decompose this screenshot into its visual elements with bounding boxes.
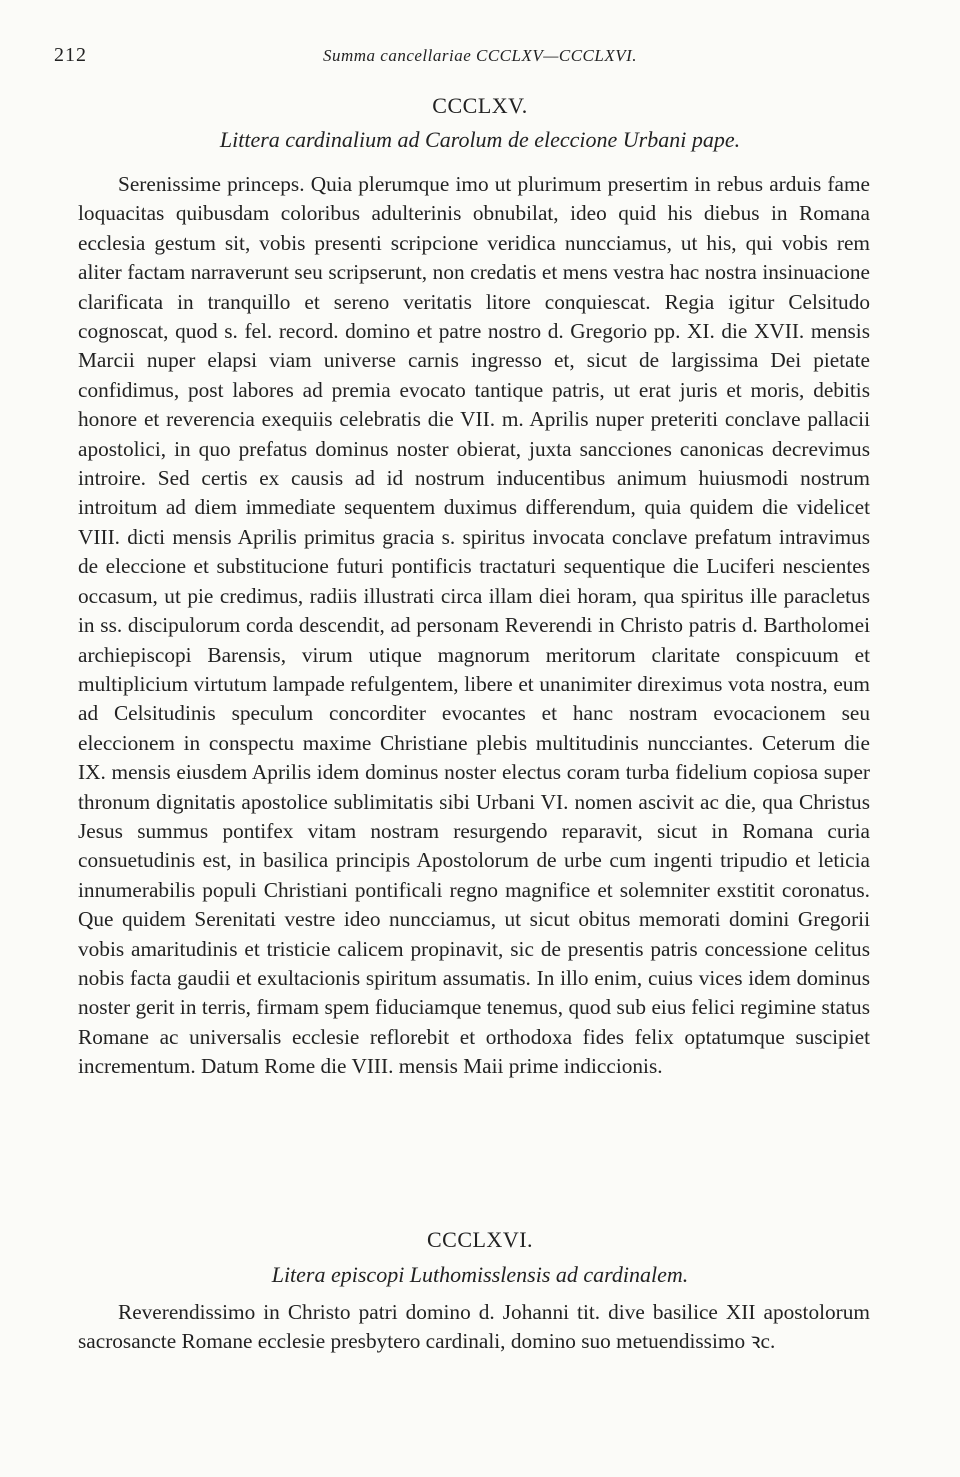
document-number-365: CCCLXV.: [432, 93, 528, 118]
document-body-366: [78, 1298, 870, 1357]
document-title-366: Litera episcopi Luthomisslensis ad cardinalem.: [271, 1262, 689, 1287]
document-number-366: CCCLXVI.: [426, 1227, 534, 1252]
document-title-365: Littera cardinalium ad Carolum de eleccione Urbani pape.: [219, 127, 741, 152]
running-title: Summa cancellariae CCCLXV—CCCLXVI.: [322, 46, 638, 65]
page-number: 212: [54, 44, 87, 66]
document-paragraph-366: Reverendissimo in Christo patri domino d. Johanni tit. dive basilice XII apostolorum sacrosancte Romane ecclesie presbytero cardinali, domino suo metuendissimo ꝛc.: [78, 1300, 870, 1354]
document-paragraph-365: Serenissime princeps. Quia plerumque imo ut plurimum presertim in rebus arduis fame loquacitas quibusdam coloribus adulterinis obnubilat, ideo quid his diebus in Romana ecclesia gestum sit, vobis presenti scripcione veridica nuncciamus, ut his, qui vobis rem aliter factam narraverunt seu scripserunt, non credatis et mens vestra hac nostra insinuacione clarificata in tranquillo et sereno veritatis litore conquiescat. Regia igitur Celsitudo cognoscat, quod s. fel. record. domino et patre nostro d. Gregorio pp. XI. die XVII. mensis Marcii nuper elapsi viam universe carnis ingresso et, sicut de largissima Dei pietate confidimus, post labores ad premia evocato tantique patris, ut erat juris et moris, debitis honore et reverencia exequiis celebratis die VII. m. Aprilis nuper preteriti conclave pallacii apostolici, in quo prefatus dominus noster obierat, juxta sancciones canonicas decrevimus introire. Sed certis ex causis ad id nostrum inducentibus animum huiusmodi nostrum introitum ad diem immediate sequentem duximus differendum, quia quidem die videlicet VIII. dicti mensis Aprilis primitus gracia s. spiritus invocata conclave prefatum intravimus de eleccione et substitucione futuri pontificis tractaturi sequentique die Luciferi nescientes occasum, ut pie credimus, radiis illustrati circa illam diei horam, qua spiritus ille paracletus in ss. discipulorum corda descendit, ad personam Reverendi in Christo patris d. Bartholomei archiepiscopi Barensis, virum utique magnorum meritorum claritate conspicuum et multiplicium virtutum lampade refulgentem, libere et unanimiter direximus vota nostra, eum ad Celsitudinis speculum concorditer evocantes et hanc nostram evocacionem seu eleccionem in conspectu maxime Christiane plebis multitudinis nuncciantes. Ceterum die IX. mensis eiusdem Aprilis idem dominus noster electus coram turba fidelium copiosa super thronum dignitatis apostolice sublimitatis sibi Urbani VI. nomen ascivit ac die, qua Christus Jesus summus pontifex vitam nostram resurgendo reparavit, sicut in Romana curia consuetudinis est, in basilica principis Apostolorum de urbe cum ingenti tripudio et leticia innumerabilis populi Christiani pontificali regno magnifice et solemniter exstitit coronatus. Que quidem Serenitati vestre ideo nuncciamus, ut sicut obitus memorati domini Gregorii vobis amaritudinis et tristicie calicem propinavit, sic de presentis patris concessione celitus nobis facta gaudii et exultacionis spiritum assumatis. In illo enim, cuius vices idem dominus noster gerit in terris, firmam spem fiduciamque tenemus, quod sub eius felici regimine status Romane ac universalis ecclesie reflorebit et orthodoxa fides felix optatumque suscipiet incrementum. Datum Rome die VIII. mensis Maii prime indiccionis.: [78, 172, 870, 1079]
document-body-365: [78, 170, 870, 1082]
